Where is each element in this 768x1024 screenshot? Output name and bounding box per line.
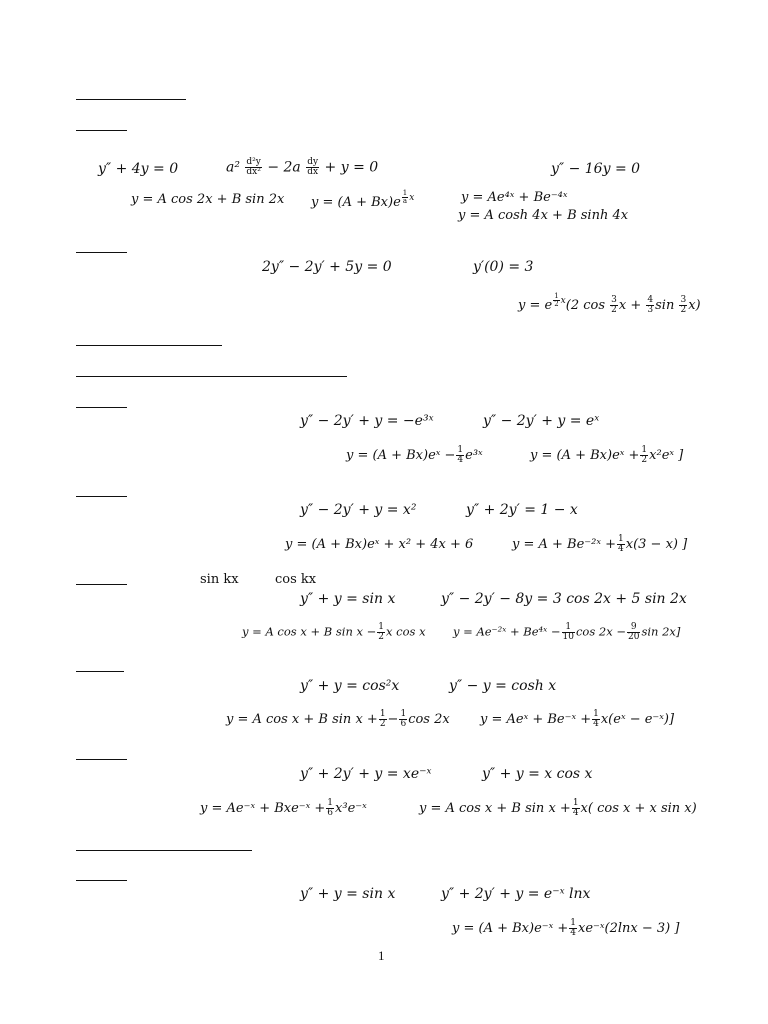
subheading-rule (76, 407, 127, 408)
solution: y = Ae⁻ˣ + Bxe⁻ˣ + $\frac{1}{6}$ x³e⁻ˣ (200, 798, 367, 818)
solution: y = A cos x + B sin x + $\frac{1}{4}$ x( cos x + x sin x) (419, 798, 697, 818)
initial-condition: y′(0) = 3 (473, 259, 534, 275)
solution: y = (A + Bx)eˣ + $\frac{1}{2}$ x²eˣ ] (530, 445, 684, 465)
equation: y″ + y = sin x (300, 591, 396, 607)
solution: y = (A + Bx)eˣ + x² + 4x + 6 (285, 537, 474, 552)
equation: y″ + 4y = 0 (98, 161, 179, 177)
equation: y″ + y = sin x (300, 886, 396, 902)
solution: y = Ae⁴ˣ + Be⁻⁴ˣ (461, 190, 568, 205)
fraction: $\frac{dy}{dx}$ (307, 157, 319, 177)
note: cos kx (275, 572, 317, 587)
subheading-rule (76, 759, 127, 760)
subheading-rule (76, 671, 124, 672)
solution: y = Aeˣ + Be⁻ˣ + $\frac{1}{4}$ x(eˣ − e⁻ˣ)] (480, 709, 675, 729)
solution: y = A cos x + B sin x − $\frac{1}{2}$ x cos x (242, 622, 426, 642)
subheading-rule (76, 496, 127, 497)
heading-rule (76, 345, 222, 346)
equation: y″ − y = cosh x (449, 678, 557, 694)
solution: y = e $^{\frac{1}{2} x}$(2 cos $\frac{3}{2}$ x + $\frac{4}{3}$ sin $\frac{3}{2}$ x) (518, 292, 701, 315)
subheading-rule (76, 880, 127, 881)
subheading-rule (76, 252, 127, 253)
solution: y = (A + Bx)e $^{\frac{1}{a} x}$ (311, 189, 415, 210)
solution: y = (A + Bx)e⁻ˣ + $\frac{1}{4}$ xe⁻ˣ(2lnx − 3) ] (452, 918, 680, 938)
equation: a² $\frac{\text{d²y}}{\text{dx²}}$ − 2a $\frac{dy}{dx}$ + y = 0 (226, 157, 379, 177)
subheading-rule (76, 130, 127, 131)
heading-rule (76, 376, 347, 377)
solution: y = (A + Bx)eˣ − $\frac{1}{4}$ e³ˣ (346, 445, 483, 465)
equation: y″ − 2y′ + y = eˣ (483, 413, 600, 429)
page-number: 1 (378, 948, 385, 963)
equation: 2y″ − 2y′ + 5y = 0 (262, 259, 392, 275)
equation: y″ + y = x cos x (482, 766, 593, 782)
heading-rule (76, 99, 186, 100)
heading-rule (76, 850, 252, 851)
equation: y″ − 2y′ + y = −e³ˣ (300, 413, 434, 429)
equation: y″ − 16y = 0 (551, 161, 641, 177)
equation: y″ + y = cos²x (300, 678, 400, 694)
note: sin kx (200, 572, 239, 587)
equation: y″ + 2y′ + y = e⁻ˣ lnx (441, 886, 591, 902)
solution: y = A cos x + B sin x + $\frac{1}{2}$ − $\frac{1}{6}$ cos 2x (226, 709, 450, 729)
solution: y = Ae⁻²ˣ + Be⁴ˣ − $\frac{1}{10}$ cos 2x − $\frac{9}{20}$ sin 2x] (453, 622, 681, 642)
solution: y = A cosh 4x + B sinh 4x (458, 208, 629, 223)
equation: y″ − 2y′ − 8y = 3 cos 2x + 5 sin 2x (441, 591, 687, 607)
solution: y = A + Be⁻²ˣ + $\frac{1}{4}$ x(3 − x) ] (512, 534, 688, 554)
equation: y″ − 2y′ + y = x² (300, 502, 417, 518)
solution: y = A cos 2x + B sin 2x (131, 192, 285, 207)
fraction: $\frac{\text{d²y}}{\text{dx²}}$ (246, 157, 261, 177)
equation: y″ + 2y′ = 1 − x (466, 502, 578, 518)
equation: y″ + 2y′ + y = xe⁻ˣ (300, 766, 432, 782)
subheading-rule (76, 584, 127, 585)
